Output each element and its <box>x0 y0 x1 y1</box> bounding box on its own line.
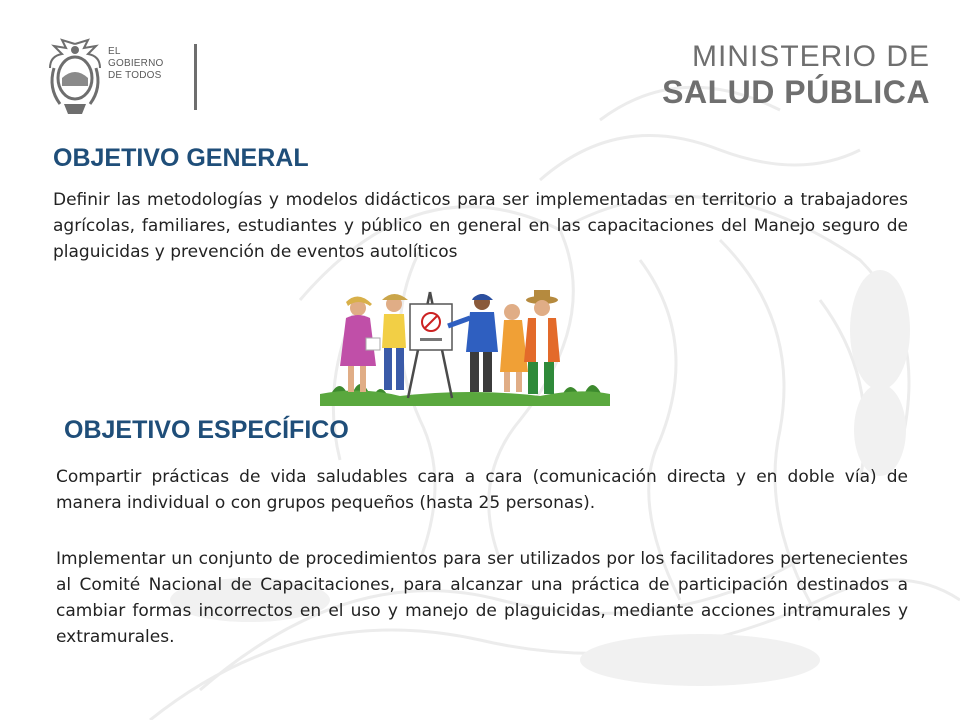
logo-line: EL <box>108 46 121 57</box>
objetivo-especifico-text-2: Implementar un conjunto de procedimientos para ser utilizados por los facilitadores pertenecientes al Comité Nacional de Capacitaciones, para alcanzar una práctica de participación destinados a cambiar formas incorrectos en el uso y manejo de plaguicidas, mediante acciones intramurales y extramurales. <box>56 549 908 647</box>
objetivo-especifico-text-1: Compartir prácticas de vida saludables cara a cara (comunicación directa y en doble vía) de manera individual o con grupos pequeños (hasta 25 personas). <box>56 467 908 513</box>
gobierno-logo-text <box>108 46 178 82</box>
logo-divider <box>194 44 197 110</box>
group-training-illustration <box>320 282 610 406</box>
logo-line: DE TODOS <box>108 70 162 81</box>
coat-of-arms-icon <box>44 38 106 116</box>
objetivo-general-text: Definir las metodologías y modelos didácticos para ser implementadas en territorio a trabajadores agrícolas, familiares, estudiantes y público en general en las capacitaciones del Manejo seguro de plaguicidas y prevención de eventos autolíticos <box>53 190 908 262</box>
ministerio-logo <box>662 40 930 110</box>
logo-line: GOBIERNO <box>108 58 164 69</box>
salud-publica-line: SALUD PÚBLICA <box>662 74 930 110</box>
gobierno-logo <box>44 38 204 118</box>
ministerio-line: MINISTERIO DE <box>691 40 930 73</box>
objetivo-general-heading: OBJETIVO GENERAL <box>53 144 309 172</box>
objetivo-especifico-heading: OBJETIVO ESPECÍFICO <box>64 416 349 444</box>
